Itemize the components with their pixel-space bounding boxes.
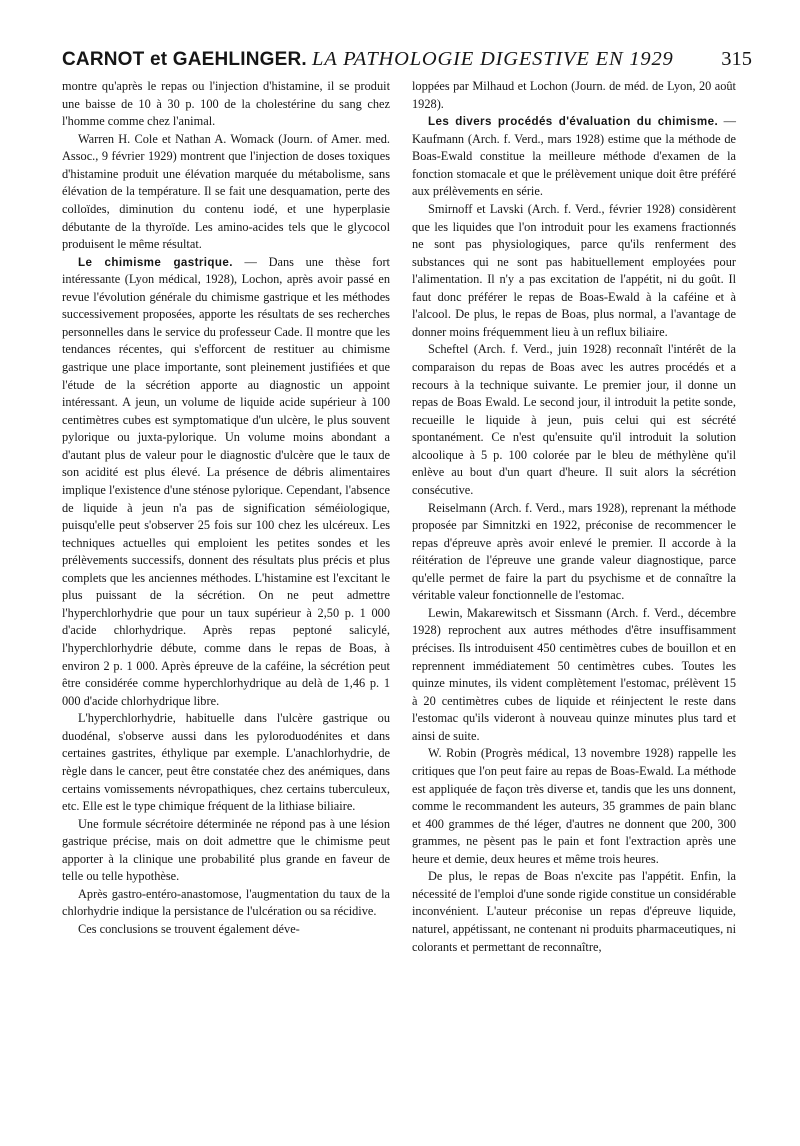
paragraph-cholesterol: montre qu'après le repas ou l'injection d'histamine, il se produit une baisse de 10 à 30 p. 100 de la cholestérine du sang chez l'homme comme chez l'animal. [62,79,390,129]
section-chimisme-gastrique [62,254,390,711]
running-header [62,44,752,74]
paragraph-formule-secretoire: Une formule sécrétoire déterminée ne répond pas à une lésion gastrique précise, mais on doit admettre que le chimisme peut apporter à la clinique une probabilité plus grande en faveur de telle ou telle hypothèse. [62,816,390,884]
section-body-procedes: — Kaufmann (Arch. f. Verd., mars 1928) estime que la méthode de Boas-Ewald constitue la meilleure méthode d'examen de la fonction stomacale et que le prélèvement unique doit être préféré aux prélèvements en série. [412,114,736,199]
section-body-chimisme: — Dans une thèse fort intéressante (Lyon médical, 1928), Lochon, après avoir passé en revue l'évolution générale du chimisme gastrique et les méthodes successivement proposées, apporte les résultats de ses recherches personnelles dans le service du professeur Cade. Il montre que les tendances récentes, qui s'efforcent de restituer au chimisme gastrique une place importante, sont pleinement justifiées et que l'étude de la sécrétion apporte au diagnostic un appoint intéressant. A jeun, un volume de liquide acide supérieur à 100 centimètres cubes est symptomatique d'un ulcère, le plus souvent pylorique ou juxta-pylorique. Un volume moins abondant a d'autant plus de valeur pour le diagnostic d'ulcère que le taux de son acidité est plus élevé. La présence de débris alimentaires implique l'existence d'une sténose pylorique. Cependant, l'absence de liquide à jeun n'a pas de signification séméiologique, puisqu'elle peut s'observer 25 fois sur 100 chez les ulcéreux. Les techniques actuelles qui emploient les petites sondes et les prélèvements successifs, donnent des résultats plus précis et plus complets que les anciennes méthodes. L'histamine est l'excitant le plus puissant de la sécrétion. On ne peut admettre l'hyperchlorhydrie que pour un taux supérieur à 2,50 p. 1 000 d'acide chlorhydrique. Après repas peptoné salicylé, l'hyperchlorhydrie débute, comme dans le repas de Boas, à environ 2 p. 1 000. Après épreuve de la caféine, la sécrétion peut être considérée comme hyperchlorhydrique au delà de 1,46 p. 1 000 d'acide chlorhydrique libre. [62,254,390,708]
paragraph-lewin: Lewin, Makarewitsch et Sissmann (Arch. f. Verd., décembre 1928) reprochent aux autres méthodes d'être insuffisamment précises. Ils introduisent 450 centimètres cubes de bouillon et en reprennent immédiatement 50 centimètres cubes. Toutes les quinze minutes, ils vident complètement l'estomac, prélèvent 15 à 20 centimètres cubes de liquide et réinjectent le reste dans l'estomac qu'ils videront à nouveau quinze minutes plus tard et ainsi de suite. [412,605,736,743]
paragraph-reiselmann: Reiselmann (Arch. f. Verd., mars 1928), reprenant la méthode proposée par Simnitzki en 1922, préconise de recommencer le repas d'épreuve après avoir enlevé le premier. Il accorde à la réitération de l'épreuve une grande valeur diagnostique, parce qu'elle permet de faire la part du psychisme et de connaître la véritable valeur fonctionnelle de l'estomac. [412,500,736,603]
paragraph-milhaud-lochon: loppées par Milhaud et Lochon (Journ. de méd. de Lyon, 20 août 1928). [412,79,736,111]
paragraph-anastomose: Après gastro-entéro-anastomose, l'augmentation du taux de la chlorhydrie indique la persistance de l'ulcération ou sa récidive. [62,886,390,919]
right-column [412,78,736,1128]
paragraph-robin: W. Robin (Progrès médical, 13 novembre 1928) rappelle les critiques que l'on peut faire au repas de Boas-Ewald. La méthode est appliquée de façon très diverse et, tandis que les uns donnent, comme le recommandent les auteurs, 35 grammes de pain blanc et 400 grammes de thé léger, d'autres ne donnent que 200, 300 grammes, ne pèsent pas le pain et font l'extraction après une heure et demie, deux heures et même trois heures. [412,746,736,866]
section-heading-chimisme: Le chimisme gastrique. [78,255,233,269]
paragraph-boas-appetit: De plus, le repas de Boas n'excite pas l'appétit. Enfin, la nécessité de l'emploi d'une sonde rigide constitue un considérable inconvénient. L'auteur préconise un repas d'épreuve liquide, naturel, appétissant, ne contenant ni produits pharmaceutiques, ni colorants et permettant de reconnaître, [412,869,736,954]
paragraph-conclusions: Ces conclusions se trouvent également déve- [78,922,300,936]
paragraph-hyperchlorhydrie: L'hyperchlorhydrie, habituelle dans l'ulcère gastrique ou duodénal, s'observe aussi dans les pyloroduodénites et dans certaines gastrites, éthylique par exemple. L'anachlorhydrie, de règle dans le cancer, peut être constatée chez des anémiques, dans certains vomissements névropathiques, chez certains tuberculeux, etc. Elle est le type chimique fréquent de la lithiase biliaire. [62,711,390,814]
left-column [62,78,390,1128]
header-authors: CARNOT et GAEHLINGER. [62,49,307,70]
section-procedes-evaluation [412,113,736,201]
section-heading-procedes: Les divers procédés d'évaluation du chimisme. [428,115,719,129]
paragraph-cole-womack: Warren H. Cole et Nathan A. Womack (Journ. of Amer. med. Assoc., 9 février 1929) montrent que l'injection de doses toxiques d'histamine produit une élévation marquée du métabolisme, sans élévation de la température. Il se fait une desquamation, perte des colloïdes, diminution du contenu iodé, et une hyperplasie débutante de la thyroïde. Les amino-acides tels que le glycocol produisent le même résultat. [62,131,390,252]
page-number: 315 [721,48,752,70]
paragraph-scheftel: Scheftel (Arch. f. Verd., juin 1928) reconnaît l'intérêt de la comparaison du repas de Boas avec les autres procédés et a recours à la technique suivante. Le premier jour, il donne un repas de Boas Ewald. Le second jour, il introduit la petite sonde, recueille le liquide à jeun, puis celui qui est sécrété spontanément. Ce n'est qu'ensuite qu'il introduit la solution alcoolique à 5 p. 100 colorée par le bleu de méthylène qu'il enlève au bout d'un quart d'heure. Il suit alors la sécrétion consécutive. [412,342,736,497]
paragraph-smirnoff-lavski: Smirnoff et Lavski (Arch. f. Verd., février 1928) considèrent que les liquides que l'on introduit pour les examens fractionnés ne sont pas physiologiques, parce qu'ils renferment des substances qui ne sont pas habituellement employées pour l'alimentation. Il n'y a pas excitation de l'appétit, ni du goût. Il faut donc préférer le repas de Boas-Ewald à la caféine et à l'alcool. De plus, le repas de Boas, plus normal, a l'avantage de donner moins fréquemment lieu à un reflux biliaire. [412,201,736,339]
header-journal-title: LA PATHOLOGIE DIGESTIVE EN 1929 [312,48,674,70]
